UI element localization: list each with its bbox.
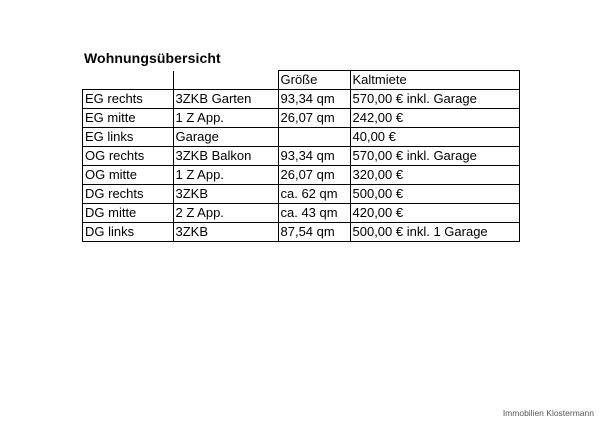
rent-cell: 320,00 € <box>350 166 519 185</box>
floor-cell: DG mitte <box>83 204 174 223</box>
table-row <box>83 185 520 204</box>
rent-cell: 242,00 € <box>350 109 519 128</box>
floor-cell: DG links <box>83 223 174 242</box>
floor-cell: EG links <box>83 128 174 147</box>
table-row <box>83 204 520 223</box>
table-row <box>83 128 520 147</box>
size-cell: 93,34 qm <box>278 90 350 109</box>
header-blank-cell <box>173 71 278 90</box>
table-row <box>83 223 520 242</box>
apartment-table <box>82 70 520 242</box>
watermark-text: Immobilien Klostermann <box>502 408 594 418</box>
floor-cell: EG rechts <box>83 90 174 109</box>
column-header-size: Größe <box>278 71 350 90</box>
rent-cell: 40,00 € <box>350 128 519 147</box>
floor-cell: EG mitte <box>83 109 174 128</box>
rent-cell: 570,00 € inkl. Garage <box>350 90 519 109</box>
size-cell: 87,54 qm <box>278 223 350 242</box>
table-header-row <box>83 71 520 90</box>
table-row <box>83 147 520 166</box>
size-cell <box>278 128 350 147</box>
size-cell: 26,07 qm <box>278 109 350 128</box>
table-row <box>83 166 520 185</box>
type-cell: 3ZKB <box>173 185 278 204</box>
type-cell: 3ZKB <box>173 223 278 242</box>
size-cell: ca. 62 qm <box>278 185 350 204</box>
type-cell: 1 Z App. <box>173 109 278 128</box>
floor-cell: OG rechts <box>83 147 174 166</box>
header-blank-cell <box>83 71 174 90</box>
size-cell: ca. 43 qm <box>278 204 350 223</box>
size-cell: 93,34 qm <box>278 147 350 166</box>
type-cell: 3ZKB Garten <box>173 90 278 109</box>
type-cell: 2 Z App. <box>173 204 278 223</box>
type-cell: 1 Z App. <box>173 166 278 185</box>
table-row <box>83 90 520 109</box>
document-title: Wohnungsübersicht <box>84 50 221 66</box>
rent-cell: 500,00 € <box>350 185 519 204</box>
floor-cell: OG mitte <box>83 166 174 185</box>
floor-cell: DG rechts <box>83 185 174 204</box>
rent-cell: 420,00 € <box>350 204 519 223</box>
size-cell: 26,07 qm <box>278 166 350 185</box>
type-cell: 3ZKB Balkon <box>173 147 278 166</box>
table-row <box>83 109 520 128</box>
rent-cell: 500,00 € inkl. 1 Garage <box>350 223 519 242</box>
type-cell: Garage <box>173 128 278 147</box>
rent-cell: 570,00 € inkl. Garage <box>350 147 519 166</box>
column-header-rent: Kaltmiete <box>350 71 519 90</box>
